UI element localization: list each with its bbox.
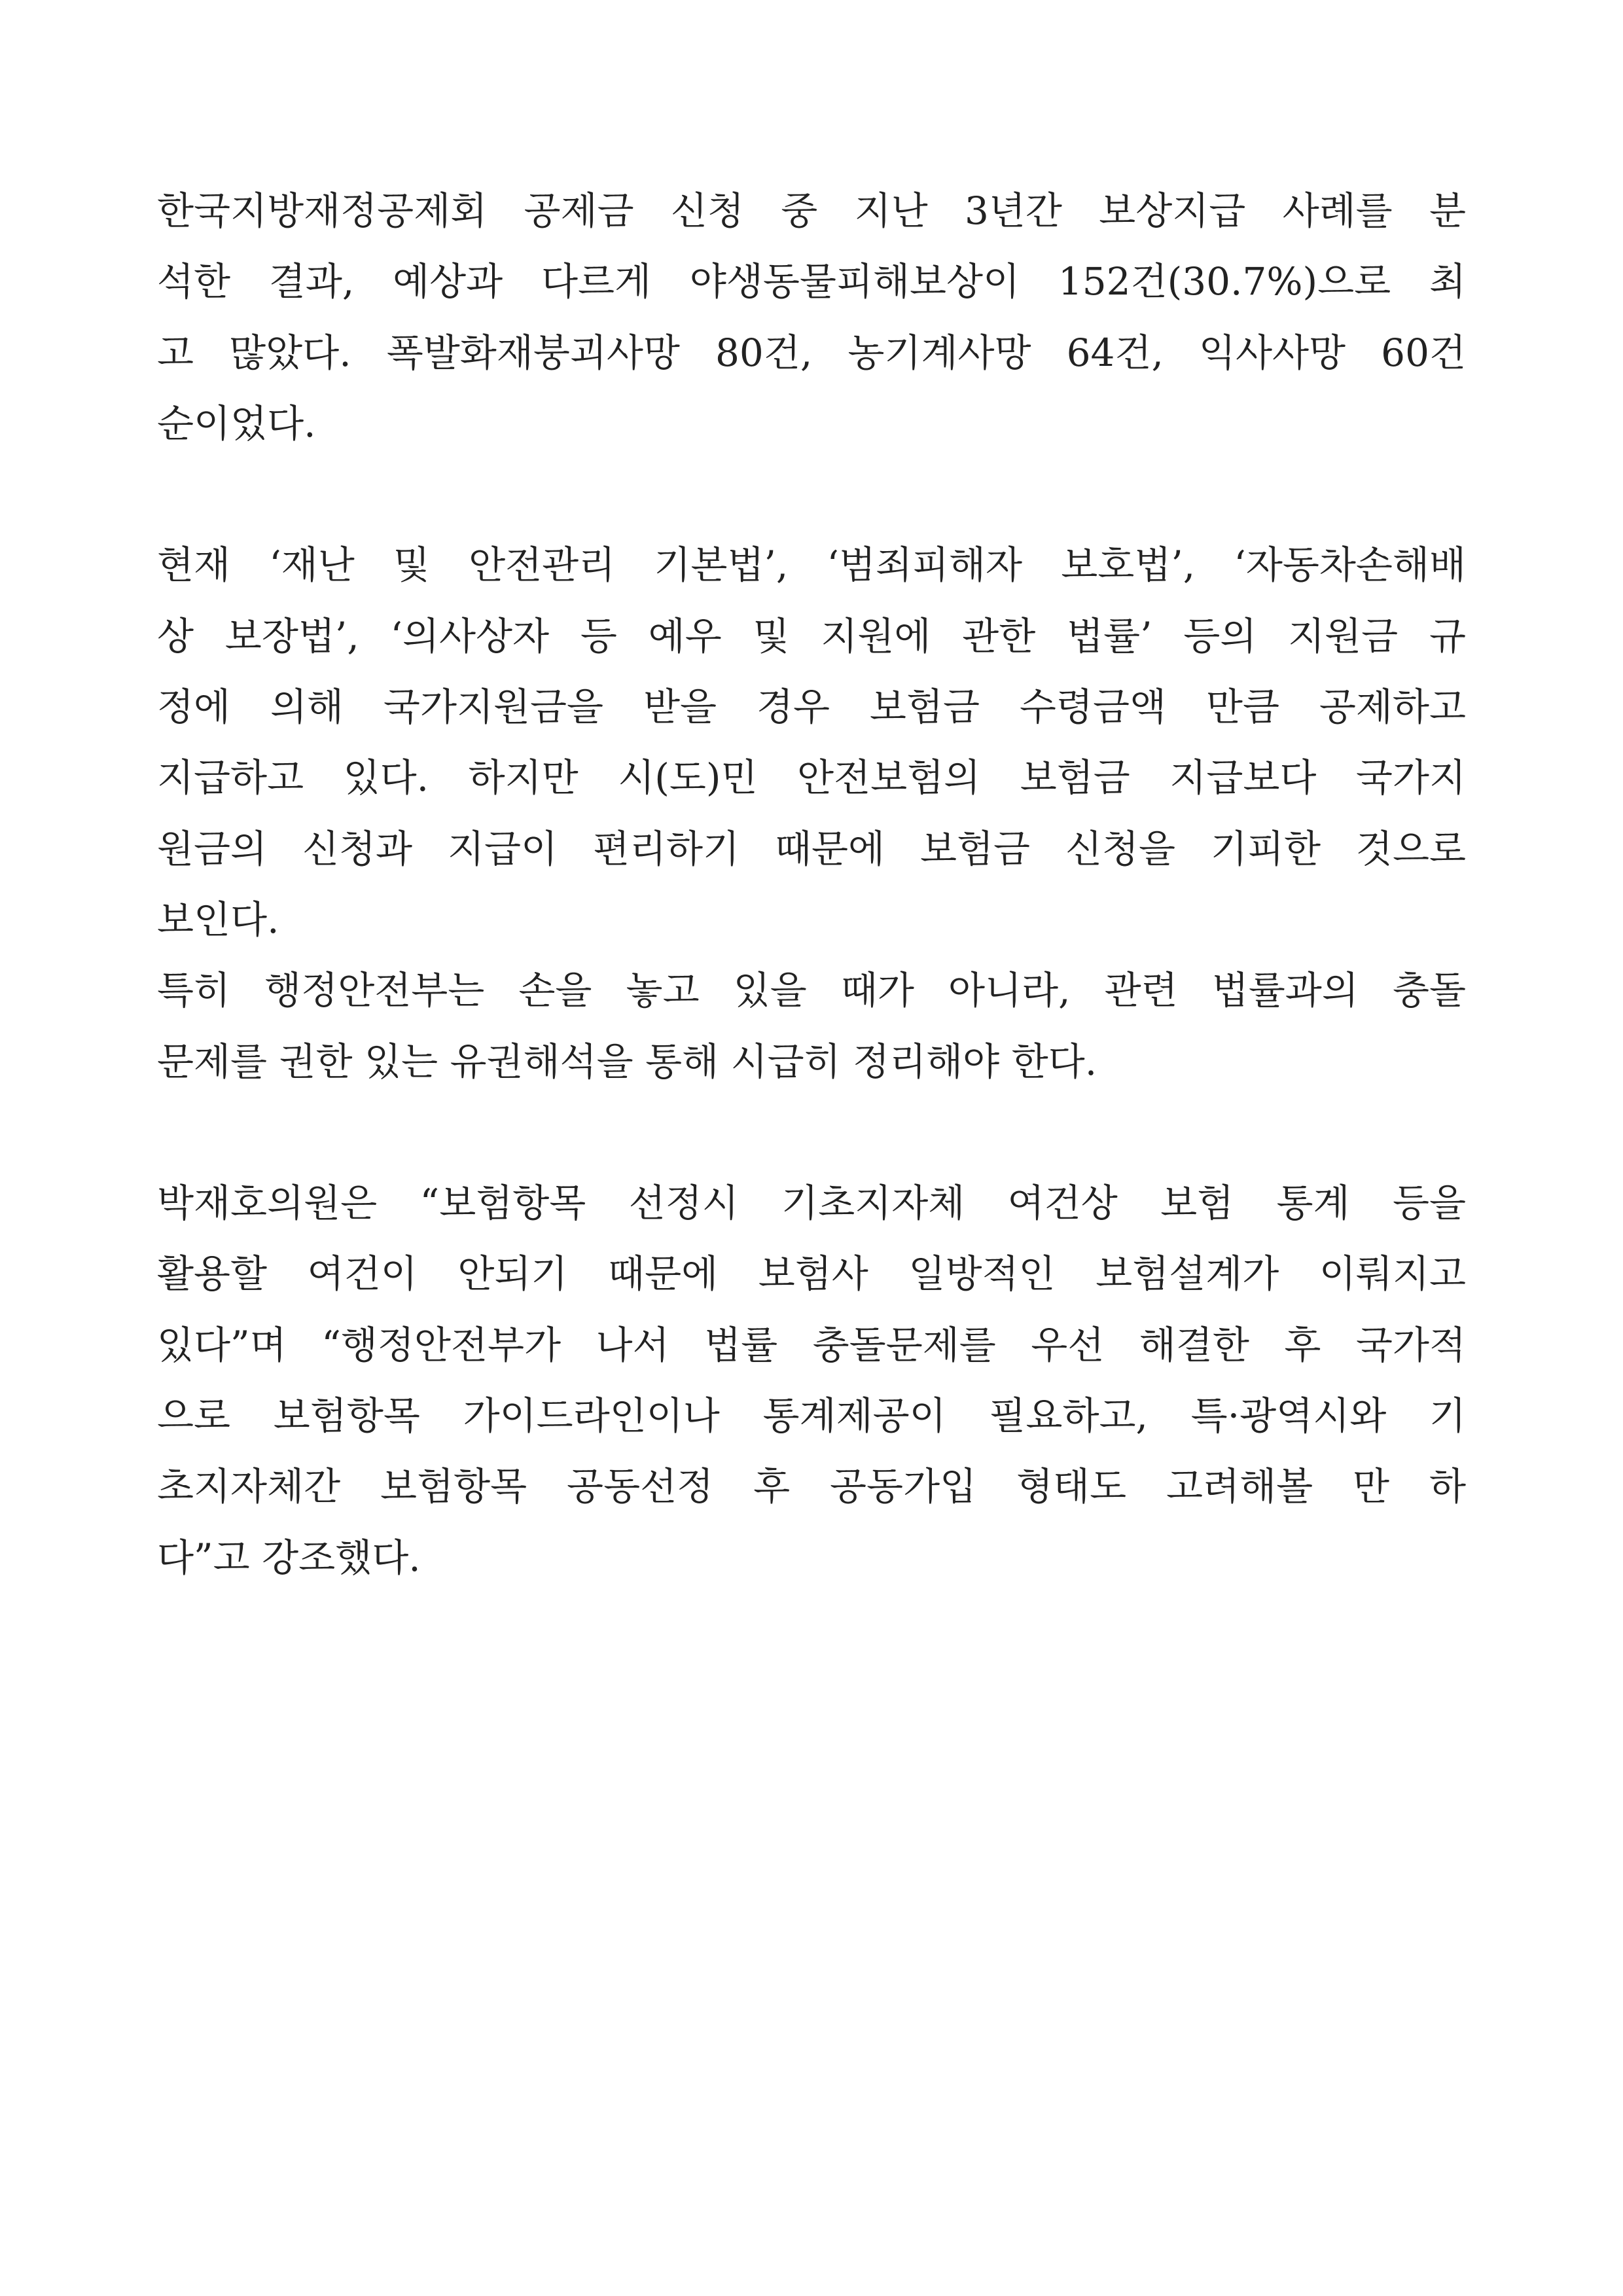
text-line: 문제를 권한 있는 유권해석을 통해 시급히 정리해야 한다. — [157, 1039, 1097, 1084]
document-body — [157, 175, 1466, 1593]
paragraph-spacer — [157, 1097, 1466, 1168]
text-line: 석한 결과, 예상과 다르게 야생동물피해보상이 152건(30.7%)으로 최 — [157, 259, 1466, 304]
text-line: 박재호의원은 “보험항목 선정시 기초지자체 여건상 보험 통계 등을 — [157, 1181, 1466, 1226]
paragraph-legal-provisions — [157, 529, 1466, 955]
text-line: 상 보장법’, ‘의사상자 등 예우 및 지원에 관한 법률’ 등의 지원금 규 — [157, 613, 1466, 658]
paragraph-ministry-action — [157, 955, 1466, 1097]
text-line: 고 많았다. 폭발화재붕괴사망 80건, 농기계사망 64건, 익사사망 60건 — [157, 330, 1466, 375]
text-line: 한국지방재정공제회 공제금 신청 중 지난 3년간 보상지급 사례를 분 — [157, 188, 1466, 233]
text-line: 특히 행정안전부는 손을 놓고 있을 때가 아니라, 관련 법률과의 충돌 — [157, 968, 1466, 1013]
text-line: 현재 ‘재난 및 안전관리 기본법’, ‘범죄피해자 보호법’, ‘자동차손해배 — [157, 543, 1466, 588]
text-line: 정에 의해 국가지원금을 받을 경우 보험금 수령금액 만큼 공제하고 — [157, 685, 1466, 730]
paragraph-insurance-claims — [157, 175, 1466, 459]
text-line: 지급하고 있다. 하지만 시(도)민 안전보험의 보험금 지급보다 국가지 — [157, 755, 1466, 800]
text-line: 초지자체간 보험항목 공동선정 후 공동가입 형태도 고려해볼 만 하 — [157, 1464, 1466, 1509]
text-line: 원금의 신청과 지급이 편리하기 때문에 보험금 신청을 기피한 것으로 — [157, 826, 1466, 871]
text-line: 활용할 여건이 안되기 때문에 보험사 일방적인 보험설계가 이뤄지고 — [157, 1251, 1466, 1297]
text-line: 으로 보험항목 가이드라인이나 통계제공이 필요하고, 특·광역시와 기 — [157, 1393, 1466, 1439]
paragraph-lawmaker-quote — [157, 1168, 1466, 1593]
paragraph-spacer — [157, 459, 1466, 529]
text-line: 보인다. — [157, 897, 279, 942]
text-line: 다”고 강조했다. — [157, 1535, 421, 1580]
text-line: 있다”며 “행정안전부가 나서 법률 충돌문제를 우선 해결한 후 국가적 — [157, 1322, 1466, 1367]
text-line: 순이었다. — [157, 401, 316, 446]
